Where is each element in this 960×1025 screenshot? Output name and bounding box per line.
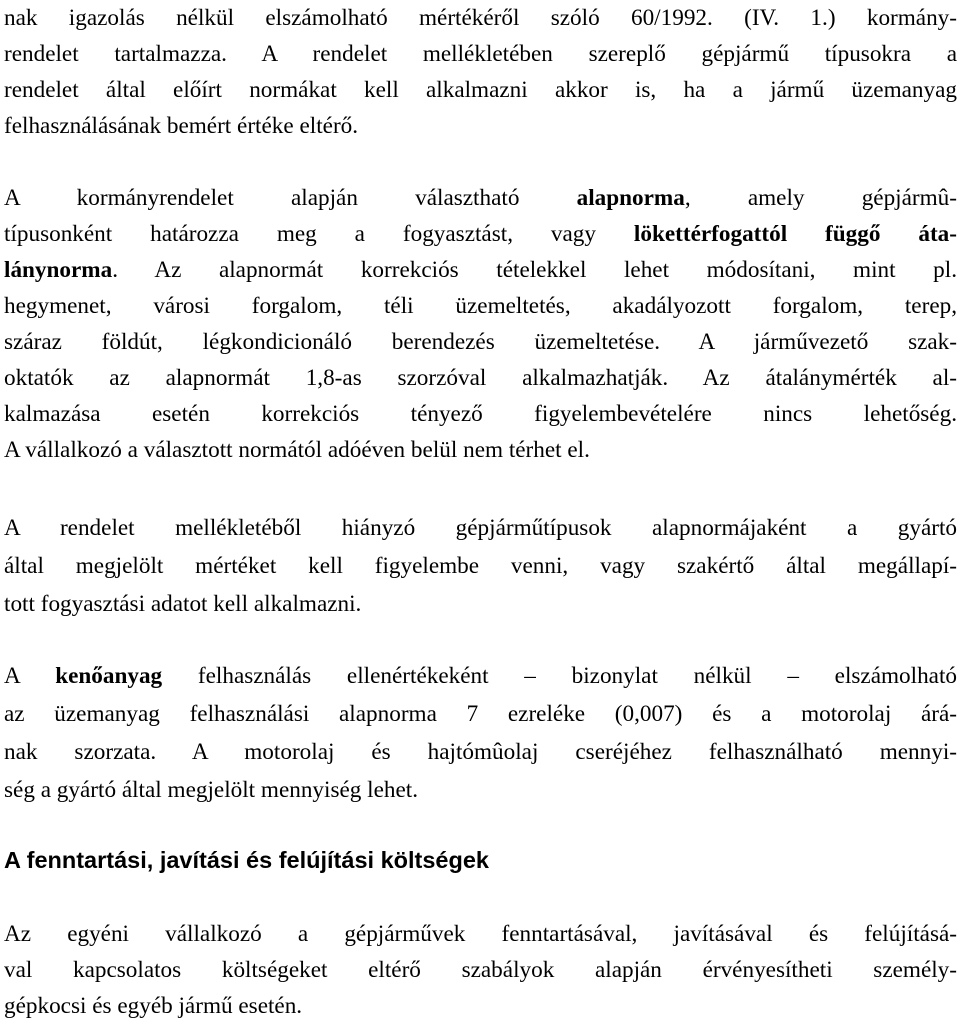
text-line: Az egyéni vállalkozó a gépjárművek fenntartásával, javításával és felújításá- bbox=[4, 921, 957, 947]
text-line: oktatók az alapnormát 1,8-as szorzóval alkalmazhatják. Az átalánymérték al- bbox=[4, 365, 957, 391]
text-line: száraz földút, légkondicionáló berendezés üzemeltetése. A járművezető szak- bbox=[4, 329, 957, 355]
text-line: nak szorzata. A motorolaj és hajtómûolaj cseréjéhez felhasználható mennyi- bbox=[4, 739, 957, 765]
text-line: ség a gyártó által megjelölt mennyiség lehet. bbox=[4, 777, 419, 803]
bold-term: lökettérfogattól függő áta- bbox=[633, 221, 957, 247]
text-line: nak igazolás nélkül elszámolható mértékéről szóló 60/1992. (IV. 1.) kormány- bbox=[4, 5, 957, 31]
text-line bbox=[4, 252, 957, 288]
bold-term: alapnorma bbox=[576, 185, 685, 211]
text-run: . Az alapnormát korrekciós tételekkel lehet módosítani, mint pl. bbox=[112, 257, 957, 283]
text-line: A rendelet mellékletéből hiányzó gépjárműtípusok alapnormájaként a gyártó bbox=[4, 515, 957, 541]
text-line: A vállalkozó a választott normától adóéven belül nem térhet el. bbox=[4, 437, 590, 463]
text-line bbox=[4, 658, 957, 694]
text-line bbox=[4, 216, 957, 252]
text-line: kalmazása esetén korrekciós tényező figyelembevételére nincs lehetőség. bbox=[4, 401, 957, 427]
section-heading: A fenntartási, javítási és felújítási költségek bbox=[4, 847, 489, 873]
text-line: rendelet tartalmazza. A rendelet mellékletében szereplő gépjármű típusokra a bbox=[4, 41, 957, 67]
bold-term: lánynorma bbox=[4, 257, 113, 283]
text-line: tott fogyasztási adatot kell alkalmazni. bbox=[4, 591, 362, 617]
text-run: A kormányrendelet alapján választható bbox=[4, 185, 577, 211]
text-run: felhasználás ellenértékeként – bizonylat nélkül – elszámolható bbox=[162, 663, 957, 689]
text-line: által megjelölt mértéket kell figyelembe venni, vagy szakértő által megállapí- bbox=[4, 553, 957, 579]
text-line: gépkocsi és egyéb jármű esetén. bbox=[4, 993, 303, 1019]
text-line bbox=[4, 180, 957, 216]
text-run: , amely gépjármû- bbox=[684, 185, 957, 211]
text-run: A bbox=[4, 663, 56, 689]
text-line: az üzemanyag felhasználási alapnorma 7 ezreléke (0,007) és a motorolaj árá- bbox=[4, 701, 957, 727]
text-line: felhasználásának bemért értéke eltérő. bbox=[4, 113, 359, 139]
text-line: hegymenet, városi forgalom, téli üzemeltetés, akadályozott forgalom, terep, bbox=[4, 293, 957, 319]
text-line: val kapcsolatos költségeket eltérő szabályok alapján érvényesítheti személy- bbox=[4, 957, 957, 983]
text-run: típusonként határozza meg a fogyasztást, vagy bbox=[4, 221, 634, 247]
bold-term: kenőanyag bbox=[55, 663, 163, 689]
text-line: rendelet által előírt normákat kell alkalmazni akkor is, ha a jármű üzemanyag bbox=[4, 77, 957, 103]
